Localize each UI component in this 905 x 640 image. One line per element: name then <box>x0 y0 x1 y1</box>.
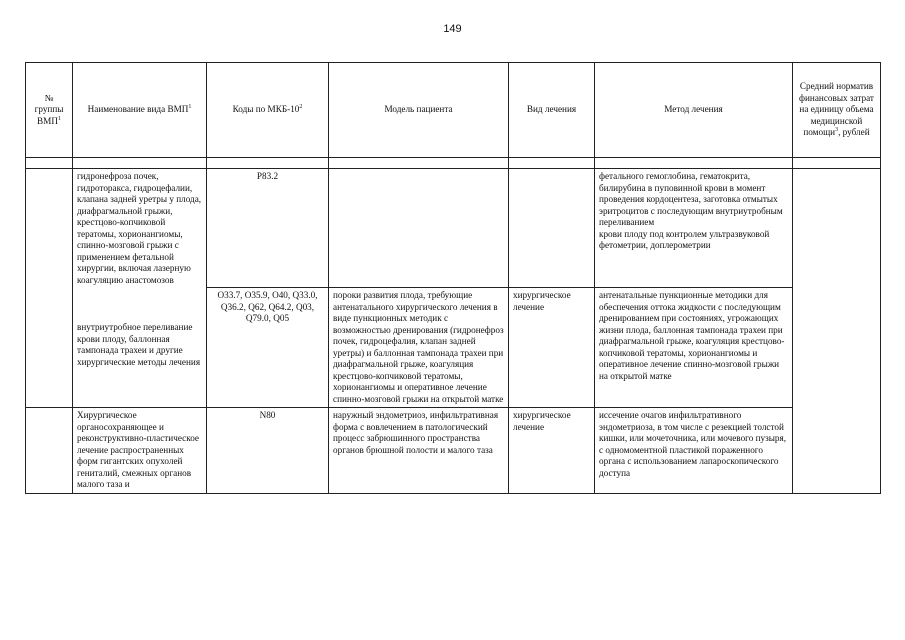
vmp-table <box>25 62 881 494</box>
header-treatment-method: Метод лечения <box>595 63 793 158</box>
header-vmp-name: Наименование вида ВМП$^1$ <box>73 63 207 158</box>
icd-codes-cell: P83.2 <box>207 169 329 288</box>
treatment-type-cell: хирургическое лечение <box>509 408 595 494</box>
table-row <box>26 408 881 494</box>
treatment-type-cell: хирургическое лечение <box>509 288 595 408</box>
table-row <box>26 169 881 288</box>
icd-codes-cell: O33.7, O35.9, O40, Q33.0, Q36.2, Q62, Q64.2, Q03, Q79.0, Q05 <box>207 288 329 408</box>
treatment-method-cell <box>595 169 793 288</box>
header-row <box>26 63 881 158</box>
patient-model-cell: пороки развития плода, требующие антенатального хирургического лечения в виде пункционных методик с возможностью дренирования (гидронефроз почек, гидроцефалия, клапан задней уретры) и баллонная тампонада трахеи при диафрагмальной грыже, коагуляция крестцово-копчиковой тератомы, хорионангиомы и оперативное лечение спинно-мозговой грыжи на открытой матке <box>329 288 509 408</box>
vmp-name-cell: Хирургическое органосохраняющее и реконструктивно-пластическое лечение распространенных форм гигантских опухолей гениталий, смежных органов малого таза и <box>73 408 207 494</box>
vmp-name-part-a: гидронефроза почек, гидроторакса, гидроцефалии, клапана задней уретры у плода, диафрагмальной грыжи, крестцово-копчиковой тератомы, хорионангиомы, спинно-мозговой грыжи с применением фетальной хирургии, включая лазерную коагуляцию анастомозов <box>77 171 202 285</box>
header-treatment-type: Вид лечения <box>509 63 595 158</box>
header-icd-codes: Коды по МКБ-$10^2$ <box>207 63 329 158</box>
header-patient-model: Модель пациента <box>329 63 509 158</box>
treatment-type-cell <box>509 169 595 288</box>
icd-codes-cell: N80 <box>207 408 329 494</box>
cost-norm-cell <box>793 169 881 494</box>
page-number: 149 <box>443 23 462 35</box>
header-group-number: № группы ВМП$^1$ <box>26 63 73 158</box>
patient-model-cell: наружный эндометриоз, инфильтративная форма с вовлечением в патологический процесс забрюшинного пространства органов брюшной полости и малого таза <box>329 408 509 494</box>
method-part-a: фетального гемоглобина, гематокрита, билирубина в пуповинной крови в момент проведения кордоцентеза, заготовка отмытых эритроцитов с последующим внутриутробным переливанием <box>599 171 783 227</box>
spacer-row <box>26 158 881 169</box>
header-cost-norm: Средний норматив финансовых затрат на единицу объема медицинской помощи$^3$, рублей <box>793 63 881 158</box>
treatment-method-cell: антенатальные пункционные методики для обеспечения оттока жидкости с последующим дренированием при состояниях, угрожающих жизни плода, баллонная тампонада трахеи при диафрагмальной грыже, коагуляция крестцово-копчиковой тератомы, хорионангиомы и оперативное лечение спинно-мозговой грыжи на открытой матке <box>595 288 793 408</box>
patient-model-cell <box>329 169 509 288</box>
method-part-b: крови плоду под контролем ультразвуковой фетометрии, доплерометрии <box>599 228 770 250</box>
treatment-method-cell: иссечение очагов инфильтративного эндометриоза, в том числе с резекцией толстой кишки, или мочеточника, или мочевого пузыря, с одномоментной пластикой пораженного органа с использованием лапароскопического доступа <box>595 408 793 494</box>
group-number-cell <box>26 169 73 408</box>
vmp-name-part-b: внутриутробное переливание крови плоду, баллонная тампонада трахеи и другие хирургические методы лечения <box>77 322 201 367</box>
vmp-name-cell <box>73 169 207 408</box>
group-number-cell <box>26 408 73 494</box>
